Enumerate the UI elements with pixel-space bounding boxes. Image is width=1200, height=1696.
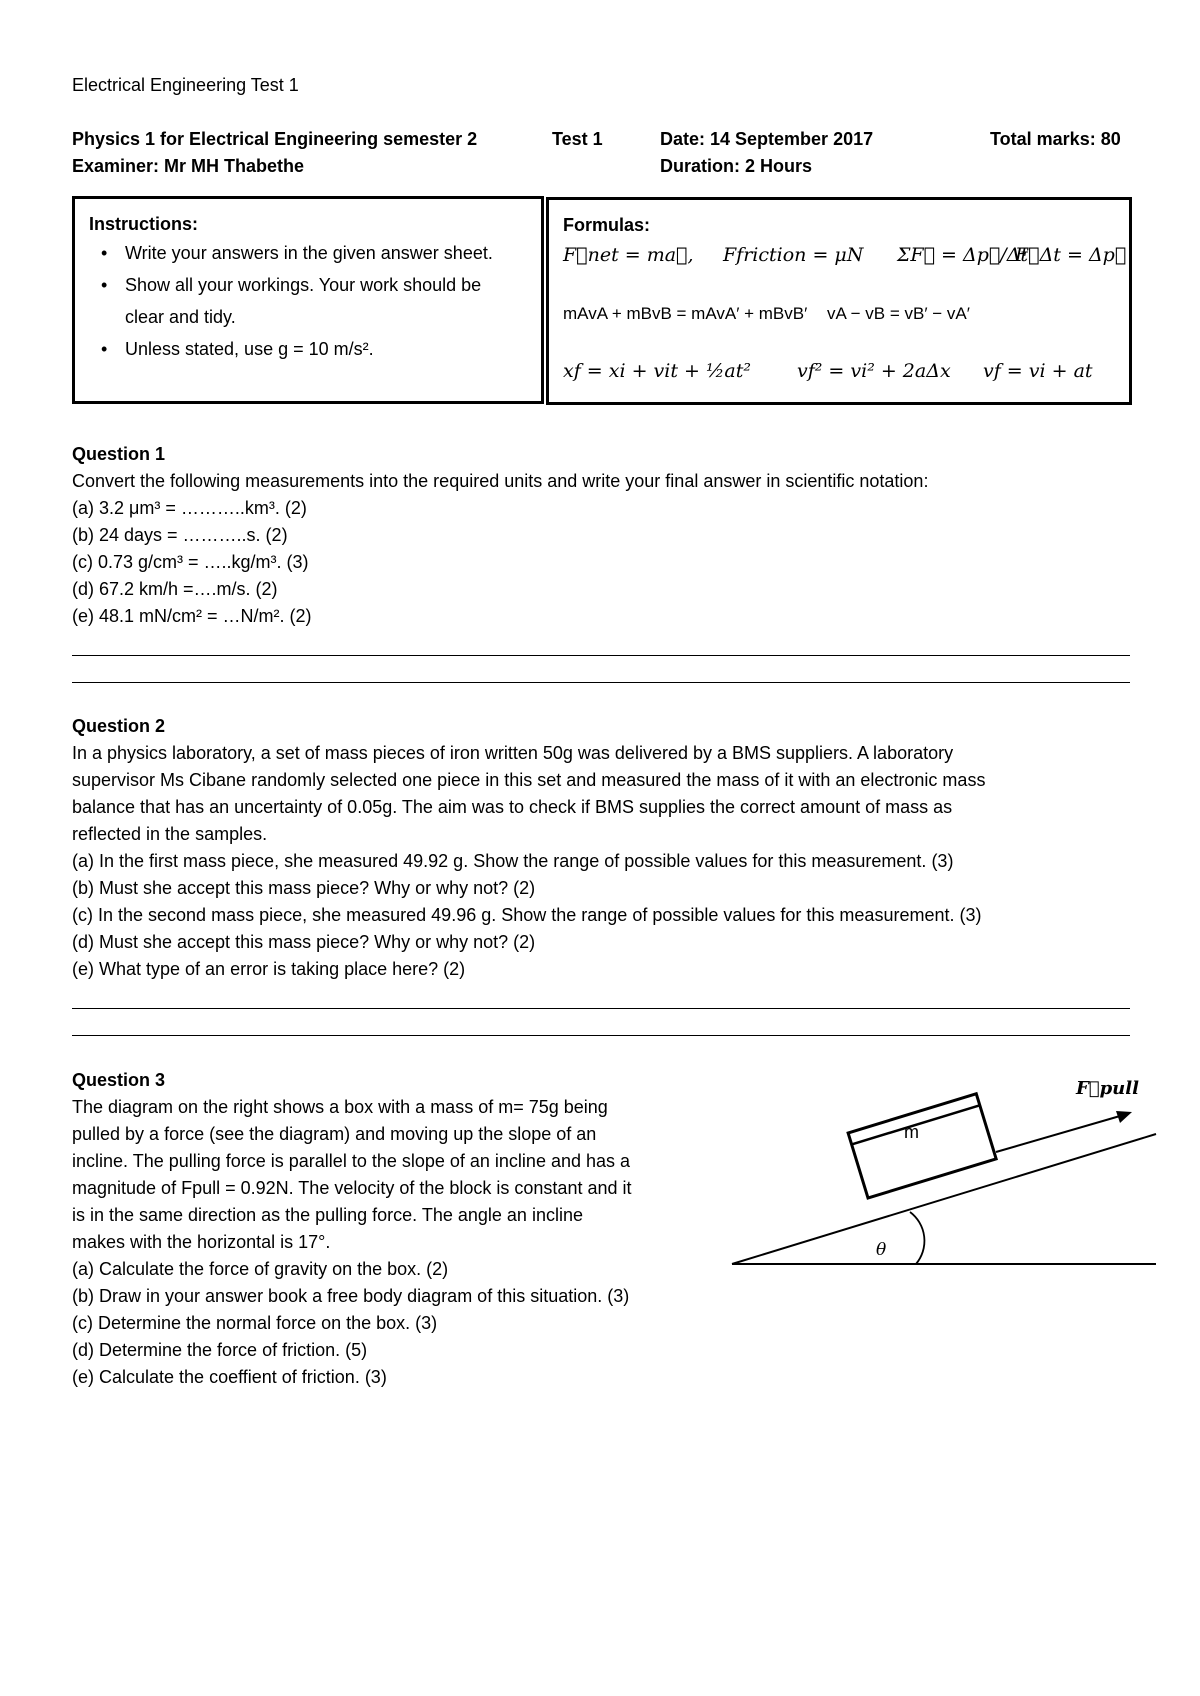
question-3-part: (e) Calculate the coeffient of friction. (3) — [72, 1367, 387, 1387]
question-2-part: (a) In the first mass piece, she measured 49.92 g. Show the range of possible values for this measurement. (3) — [72, 851, 954, 871]
question-3-intro-line: pulled by a force (see the diagram) and moving up the slope of an — [72, 1124, 597, 1144]
test-date: Date: 14 September 2017 — [660, 129, 874, 149]
question-3-part: (a) Calculate the force of gravity on the box. (2) — [72, 1259, 449, 1279]
formulas-box — [546, 197, 1132, 405]
course-name: Physics 1 for Electrical Engineering semester 2 — [72, 129, 478, 149]
question-1-part: (e) 48.1 mN/cm² = …N/m². (2) — [72, 606, 312, 626]
formula-velocity: vf = vi + at — [983, 360, 1093, 382]
question-3-part: (b) Draw in your answer book a free body diagram of this situation. (3) — [72, 1286, 630, 1306]
incline-diagram — [720, 1070, 1160, 1280]
question-1-part: (b) 24 days = ………..s. (2) — [72, 525, 288, 545]
duration: Duration: 2 Hours — [660, 156, 813, 176]
question-3-intro-line: magnitude of Fpull = 0.92N. The velocity of the block is constant and it — [72, 1178, 632, 1198]
angle-arc — [910, 1212, 924, 1264]
question-3-title: Question 3 — [72, 1070, 166, 1090]
question-2-intro-line: supervisor Ms Cibane randomly selected one piece in this set and measured the mass of it with an electronic mass — [72, 770, 986, 790]
question-3-intro-line: incline. The pulling force is parallel to the slope of an incline and has a — [72, 1151, 631, 1171]
question-1-title: Question 1 — [72, 444, 166, 464]
question-3-part: (d) Determine the force of friction. (5) — [72, 1340, 368, 1360]
question-2-part: (e) What type of an error is taking place here? (2) — [72, 959, 466, 979]
question-3-part: (c) Determine the normal force on the box. (3) — [72, 1313, 438, 1333]
answer-line — [72, 682, 1130, 683]
question-2-title: Question 2 — [72, 716, 166, 736]
formula-sum-force: ΣF⃗ = Δp⃗/Δt — [897, 244, 1029, 266]
question-3-intro-line: makes with the horizontal is 17°. — [72, 1232, 331, 1252]
instruction-item: • Write your answers in the given answer sheet. — [89, 237, 509, 269]
answer-line — [72, 1008, 1130, 1009]
examiner: Examiner: Mr MH Thabethe — [72, 156, 305, 176]
question-1-intro: Convert the following measurements into the required units and write your final answer in scientific notation: — [72, 471, 929, 491]
question-3-intro-line: is in the same direction as the pulling force. The angle an incline — [72, 1205, 583, 1225]
formula-impulse: F⃗Δt = Δp⃗ — [1015, 244, 1127, 266]
question-1-part: (c) 0.73 g/cm³ = …..kg/m³. (3) — [72, 552, 309, 572]
question-2-part: (c) In the second mass piece, she measured 49.96 g. Show the range of possible values for this measurement. (3) — [72, 905, 982, 925]
formula-position: xf = xi + vit + ½at² — [563, 360, 751, 382]
test-number: Test 1 — [552, 129, 603, 149]
question-2-intro-line: balance that has an uncertainty of 0.05g. The aim was to check if BMS supplies the correct amount of mass as — [72, 797, 953, 817]
instructions-title: Instructions: — [89, 214, 199, 234]
instruction-text: Unless stated, use g = 10 m/s². — [125, 339, 374, 359]
formulas-title: Formulas: — [563, 215, 651, 235]
instruction-item: • Show all your workings. Your work should be clear and tidy. — [89, 269, 509, 333]
formula-friction: Ffriction = μN — [723, 244, 864, 266]
instructions-box — [72, 196, 544, 404]
question-1-part: (d) 67.2 km/h =….m/s. (2) — [72, 579, 278, 599]
question-2-part: (d) Must she accept this mass piece? Why or why not? (2) — [72, 932, 536, 952]
instructions-list — [89, 237, 509, 365]
question-2-part: (b) Must she accept this mass piece? Why or why not? (2) — [72, 878, 536, 898]
total-marks: Total marks: 80 — [990, 129, 1121, 149]
pull-force-arrow — [996, 1116, 1120, 1152]
question-2-intro-line: In a physics laboratory, a set of mass pieces of iron written 50g was delivered by a BMS suppliers. A laboratory — [72, 743, 954, 763]
angle-label: θ — [876, 1240, 887, 1260]
box-outline — [848, 1094, 996, 1198]
mass-label: m — [904, 1122, 919, 1142]
question-3-intro-line: The diagram on the right shows a box with a mass of m= 75g being — [72, 1097, 608, 1117]
arrowhead-icon — [1116, 1111, 1132, 1123]
box — [848, 1094, 996, 1198]
force-label: F⃗pull — [1076, 1078, 1139, 1099]
formula-momentum: mAvA + mBvB = mAvA′ + mBvB′ — [563, 304, 808, 323]
answer-line — [72, 1035, 1130, 1036]
answer-line — [72, 655, 1130, 656]
question-2-intro-line: reflected in the samples. — [72, 824, 268, 844]
instruction-item — [89, 333, 509, 365]
formula-velocity-squared: vf² = vi² + 2aΔx — [797, 360, 951, 382]
formula-velocities: vA − vB = vB′ − vA′ — [827, 304, 970, 323]
document-title: Electrical Engineering Test 1 — [72, 75, 299, 95]
question-1-part: (a) 3.2 μm³ = ………..km³. (2) — [72, 498, 307, 518]
formula-net-force: F⃗net = ma⃗, — [563, 244, 694, 266]
